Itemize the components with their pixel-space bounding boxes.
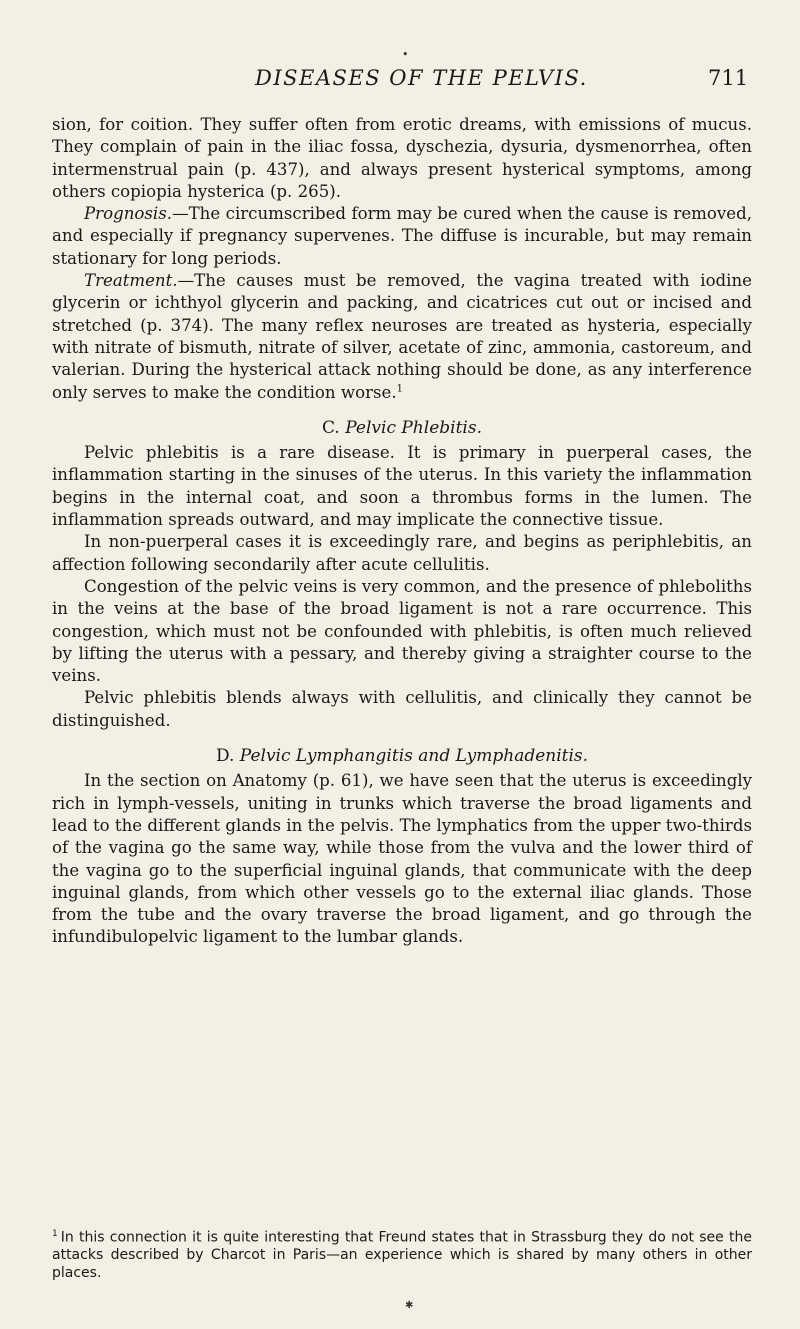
section-d-title-part1: Pelvic Lymphangitis [239,746,413,767]
paragraph-phlebitis-1: Pelvic phlebitis is a rare disease. It is primary in puerperal cases, the inflammation starting in the sinuses of the uterus. In this variety the inflammation begins in the internal coat, and soon a thrombus forms in the lumen. The inflammation spreads outward, and may implicate the connective tissue. [52,443,752,530]
paragraph-text: —The causes must be removed, the vagina treated with iodine glycerin or ichthyol glycerin and packing, and cicatrices cut out or incised and stretched (p. 374). The many reflex neuroses are treated as hysteria, especially with nitrate of bismuth, nitrate of silver, acetate of zinc, ammonia, castoreum, and valerian. During the hysterical attack nothing should be done, as any interference only serves to make the condition worse. [52,271,752,402]
footnote [52,1226,752,1282]
section-c-letter: C. [322,417,340,438]
top-print-mark: • [402,48,409,61]
paragraph-lymphangitis-1: In the section on Anatomy (p. 61), we have seen that the uterus is exceedingly rich in lymph-vessels, uniting in trunks which traverse the broad ligaments and lead to the different glands in the pelvis. The lymphatics from the upper two-thirds of the vagina go the same way, while those from the vulva and the lower third of the vagina go to the superficial inguinal glands, that communicate with the deep inguinal glands, from which other vessels go to the external iliac glands. Those from the tube and the ovary traverse the broad ligament, and go through the infundibulopelvic ligament to the lumbar glands. [52,771,752,947]
section-d-title-part2: Lymphadenitis. [455,746,589,767]
section-c-heading [52,417,752,439]
footnote-reference: 1 [396,383,403,395]
footnote-marker: 1 [52,1229,58,1239]
paragraph-treatment [52,270,752,404]
page-number: 711 [708,66,749,90]
body-text [52,114,752,949]
paragraph-phlebitis-4: Pelvic phlebitis blends always with cellulitis, and clinically they cannot be distinguished. [52,688,752,730]
bottom-print-mark: ✱ [405,1300,414,1311]
footnote-text: In this connection it is quite interesting that Freund states that in Strassburg they do not see the attacks described by Charcot in Paris—an experience which is shared by many others in other places. [52,1229,752,1281]
section-d-letter: D. [215,746,235,767]
paragraph-text: —The circumscribed form may be cured when the cause is removed, and especially if pregnancy supervenes. The diffuse is incurable, but may remain stationary for long periods. [52,204,752,268]
section-c-title: Pelvic Phlebitis. [345,417,482,438]
paragraph-continuation [52,114,752,203]
treatment-label: Treatment. [84,271,178,291]
section-d-title-and: and [418,746,451,767]
running-head [0,66,800,92]
paragraph-phlebitis-3: Congestion of the pelvic veins is very common, and the presence of phleboliths in the veins at the base of the broad ligament is not a rare occurrence. This congestion, which must not be confounded with phlebitis, is often much relieved by lifting the uterus with a pessary, and thereby giving a straighter course to the veins. [52,576,752,686]
paragraph-prognosis [52,203,752,270]
running-title: DISEASES OF THE PELVIS. [255,66,588,90]
paragraph-text: sion, for coition. They suffer often from erotic dreams, with emissions of mucus. They complain of pain in the iliac fossa, dyschezia, dysuria, dysmenorrhea, often intermenstrual pain (p. 437), and always present hysterical symptoms, among others copiopia hysterica (p. 265). [52,115,752,201]
prognosis-label: Prognosis. [84,204,173,224]
paragraph-phlebitis-2: In non-puerperal cases it is exceedingly rare, and begins as periphlebitis, an affection following secondarily after acute cellulitis. [52,532,752,574]
section-d-heading [52,745,752,767]
